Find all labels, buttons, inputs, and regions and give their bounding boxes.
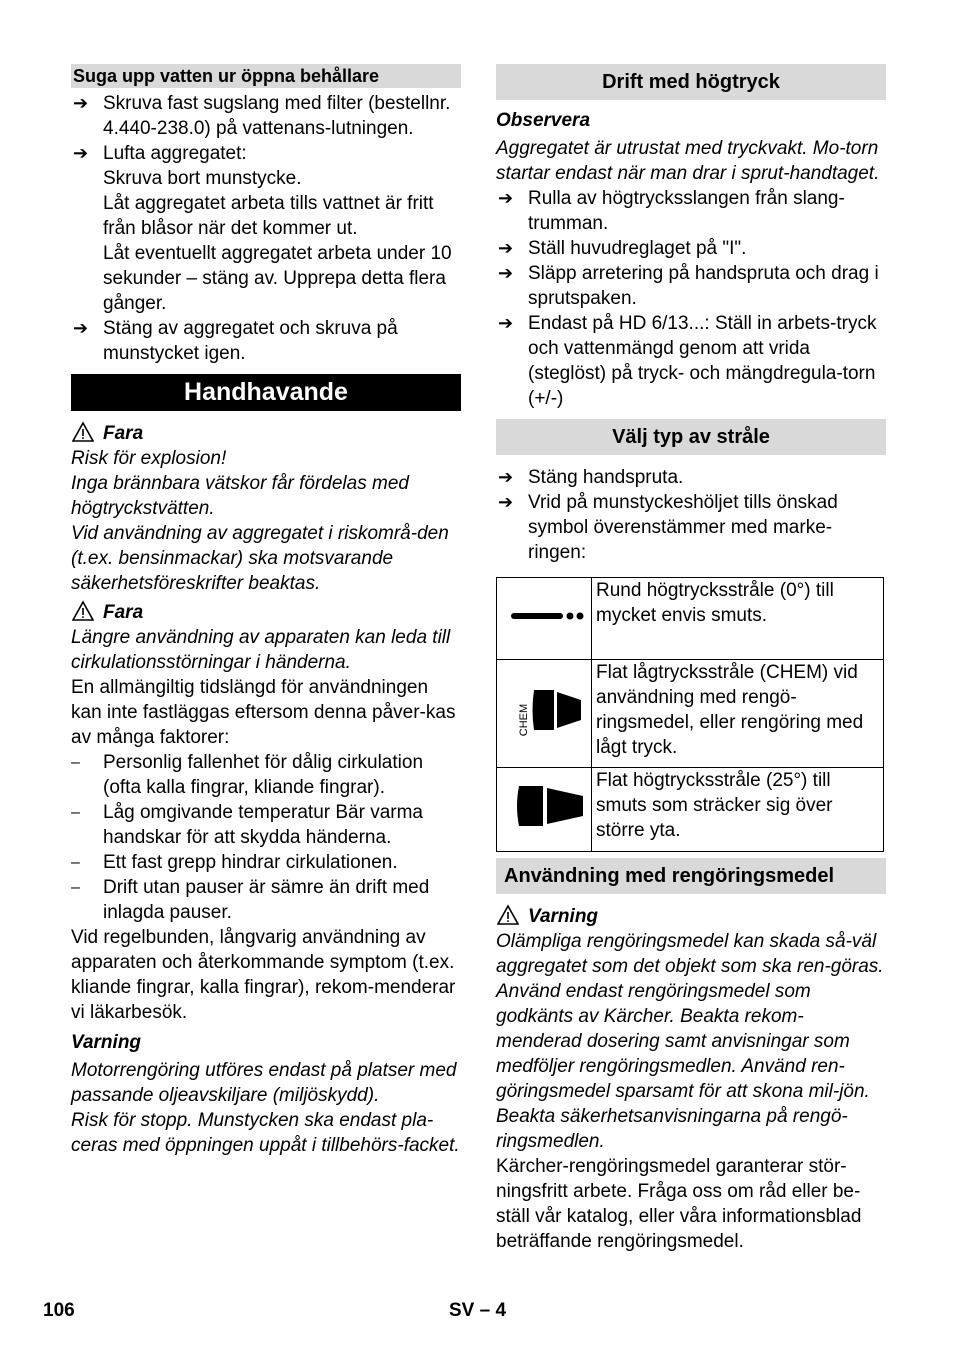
chem-jet-icon bbox=[497, 660, 591, 760]
section-heading-drift: Drift med högtryck bbox=[496, 64, 886, 100]
arrow-icon: ➔ bbox=[498, 492, 514, 512]
section-heading-anvandning: Användning med rengöringsmedel bbox=[496, 858, 886, 894]
note-label: Observera bbox=[496, 110, 591, 131]
warning-text: Motorrengöring utföres endast på platser med passande oljeavskiljare (miljöskydd). Risk för stopp. Munstycken ska endast pla-ceras med öppningen uppåt i tillbehörs-facket. bbox=[71, 1060, 460, 1156]
arrow-icon: ➔ bbox=[498, 188, 514, 208]
list-item bbox=[71, 141, 461, 316]
danger-text: Vid användning av aggregatet i riskområ-den (t.ex. bensinmackar) ska motsvarande säkerhetsföreskrifter beaktas. bbox=[71, 523, 449, 594]
list-item: ➔ Släpp arretering på handspruta och drag i sprutspaken. bbox=[498, 263, 879, 309]
danger-text: Risk för explosion! bbox=[71, 448, 227, 469]
left-column bbox=[71, 64, 461, 1158]
list-item: ➔ Stäng handspruta. bbox=[498, 467, 684, 488]
list-item: – Drift utan pauser är sämre än drift med inlagda pauser. bbox=[71, 877, 430, 923]
list-item bbox=[71, 91, 461, 141]
language-page-label: SV – 4 bbox=[449, 1300, 507, 1321]
dash-marker: – bbox=[71, 879, 80, 896]
table-cell: Rund högtrycksstråle (0°) till mycket envis smuts. bbox=[592, 578, 884, 660]
suga-heading: Suga upp vatten ur öppna behållare bbox=[71, 64, 461, 88]
section-heading-handhavande: Handhavande bbox=[71, 374, 461, 411]
list-item: – Låg omgivande temperatur Bär varma handskar för att skydda händerna. bbox=[71, 802, 423, 848]
arrow-icon: ➔ bbox=[498, 263, 514, 283]
dash-marker: – bbox=[71, 854, 80, 871]
list-item-text: Skruva fast sugslang med filter (bestellnr. 4.440-238.0) på vattenans-lutningen. bbox=[103, 93, 451, 139]
table-cell: Flat högtrycksstråle (25°) till smuts som sträcker sig över större yta. bbox=[592, 768, 884, 852]
danger-text: Inga brännbara vätskor får fördelas med högtryckstvätten. bbox=[71, 473, 409, 519]
round-jet-icon bbox=[497, 578, 591, 652]
danger-label: Fara bbox=[71, 600, 461, 625]
list-item-text: Lufta aggregatet: Skruva bort munstycke. Låt aggregatet arbeta tills vattnet är fritt från blåsor när det kommer ut. Låt eventuellt aggregatet arbeta under 10 sekunder – stäng av. Upprepa detta flera gånger. bbox=[103, 143, 452, 314]
page-number: 106 bbox=[43, 1300, 75, 1321]
warning-triangle-icon bbox=[72, 421, 94, 443]
list-item bbox=[71, 316, 461, 366]
body-text: En allmängiltig tidslängd för användningen kan inte fastläggas eftersom denna påver-kas av många faktorer: bbox=[71, 677, 456, 748]
warning-triangle-icon bbox=[497, 904, 519, 926]
arrow-icon: ➔ bbox=[73, 318, 89, 338]
table-row bbox=[497, 768, 884, 852]
note-text: Aggregatet är utrustat med tryckvakt. Mo-torn startar endast när man drar i sprut-handtaget. bbox=[496, 138, 880, 184]
list-item-text: Stäng av aggregatet och skruva på munstycket igen. bbox=[103, 318, 398, 364]
arrow-icon: ➔ bbox=[498, 467, 514, 487]
list-item: – Personlig fallenhet för dålig cirkulation (ofta kalla fingrar, kliande fingrar). bbox=[71, 752, 424, 798]
body-text: Vid regelbunden, långvarig användning av apparaten och återkommande symptom (t.ex. kliande fingrar, kalla fingrar), rekom-menderar vi läkarbesök. bbox=[71, 927, 456, 1023]
dash-marker: – bbox=[71, 754, 80, 771]
danger-label: Fara bbox=[71, 421, 461, 446]
warning-text: Olämpliga rengöringsmedel kan skada så-väl aggregatet som det objekt som ska ren-göras. Använd endast rengöringsmedel som godkänts av Kärcher. Beakta rekom-menderad dosering samt anvisningar som medföljer rengöringsmedlen. Använd ren-göringsmedel sparsamt för att skona mil-jön. bbox=[496, 931, 884, 1102]
right-column bbox=[496, 64, 886, 1254]
table-cell: Flat lågtrycksstråle (CHEM) vid användning med rengö-ringsmedel, eller rengöring med lågt tryck. bbox=[592, 660, 884, 768]
list-item: ➔ Endast på HD 6/13...: Ställ in arbets-tryck och vattenmängd genom att vrida (steglöst) på tryck- och mängdregula-torn (+/-) bbox=[498, 313, 877, 409]
dash-marker: – bbox=[71, 804, 80, 821]
warning-label: Varning bbox=[71, 1032, 142, 1053]
jet-type-table bbox=[496, 577, 884, 852]
danger-text: Längre användning av apparaten kan leda till cirkulationsstörningar i händerna. bbox=[71, 627, 451, 673]
warning-text: Beakta säkerhetsanvisningarna på rengö-ringsmedlen. bbox=[496, 1106, 848, 1152]
chem-label: CHEM bbox=[518, 703, 530, 737]
arrow-icon: ➔ bbox=[73, 143, 89, 163]
list-item: ➔ Rulla av högtrycksslangen från slang-trumman. bbox=[498, 188, 845, 234]
list-item: ➔ Ställ huvudreglaget på "I". bbox=[498, 238, 747, 259]
table-row bbox=[497, 660, 884, 768]
warning-triangle-icon bbox=[72, 600, 94, 622]
arrow-icon: ➔ bbox=[498, 238, 514, 258]
flat-jet-icon bbox=[497, 768, 591, 844]
table-row bbox=[497, 578, 884, 660]
arrow-icon: ➔ bbox=[73, 93, 89, 113]
body-text: Kärcher-rengöringsmedel garanterar stör-ningsfritt arbete. Fråga oss om råd eller be-ställ vår katalog, eller våra informationsblad beträffande rengöringsmedel. bbox=[496, 1156, 862, 1252]
warning-label: Varning bbox=[496, 904, 886, 929]
table-icon-cell bbox=[497, 768, 592, 852]
arrow-icon: ➔ bbox=[498, 313, 514, 333]
table-icon-cell bbox=[497, 660, 592, 768]
list-item: – Ett fast grepp hindrar cirkulationen. bbox=[71, 852, 398, 873]
section-heading-valj: Välj typ av stråle bbox=[496, 419, 886, 455]
table-icon-cell bbox=[497, 578, 592, 660]
list-item: ➔ Vrid på munstyckeshöljet tills önskad symbol överenstämmer med marke-ringen: bbox=[498, 492, 838, 563]
